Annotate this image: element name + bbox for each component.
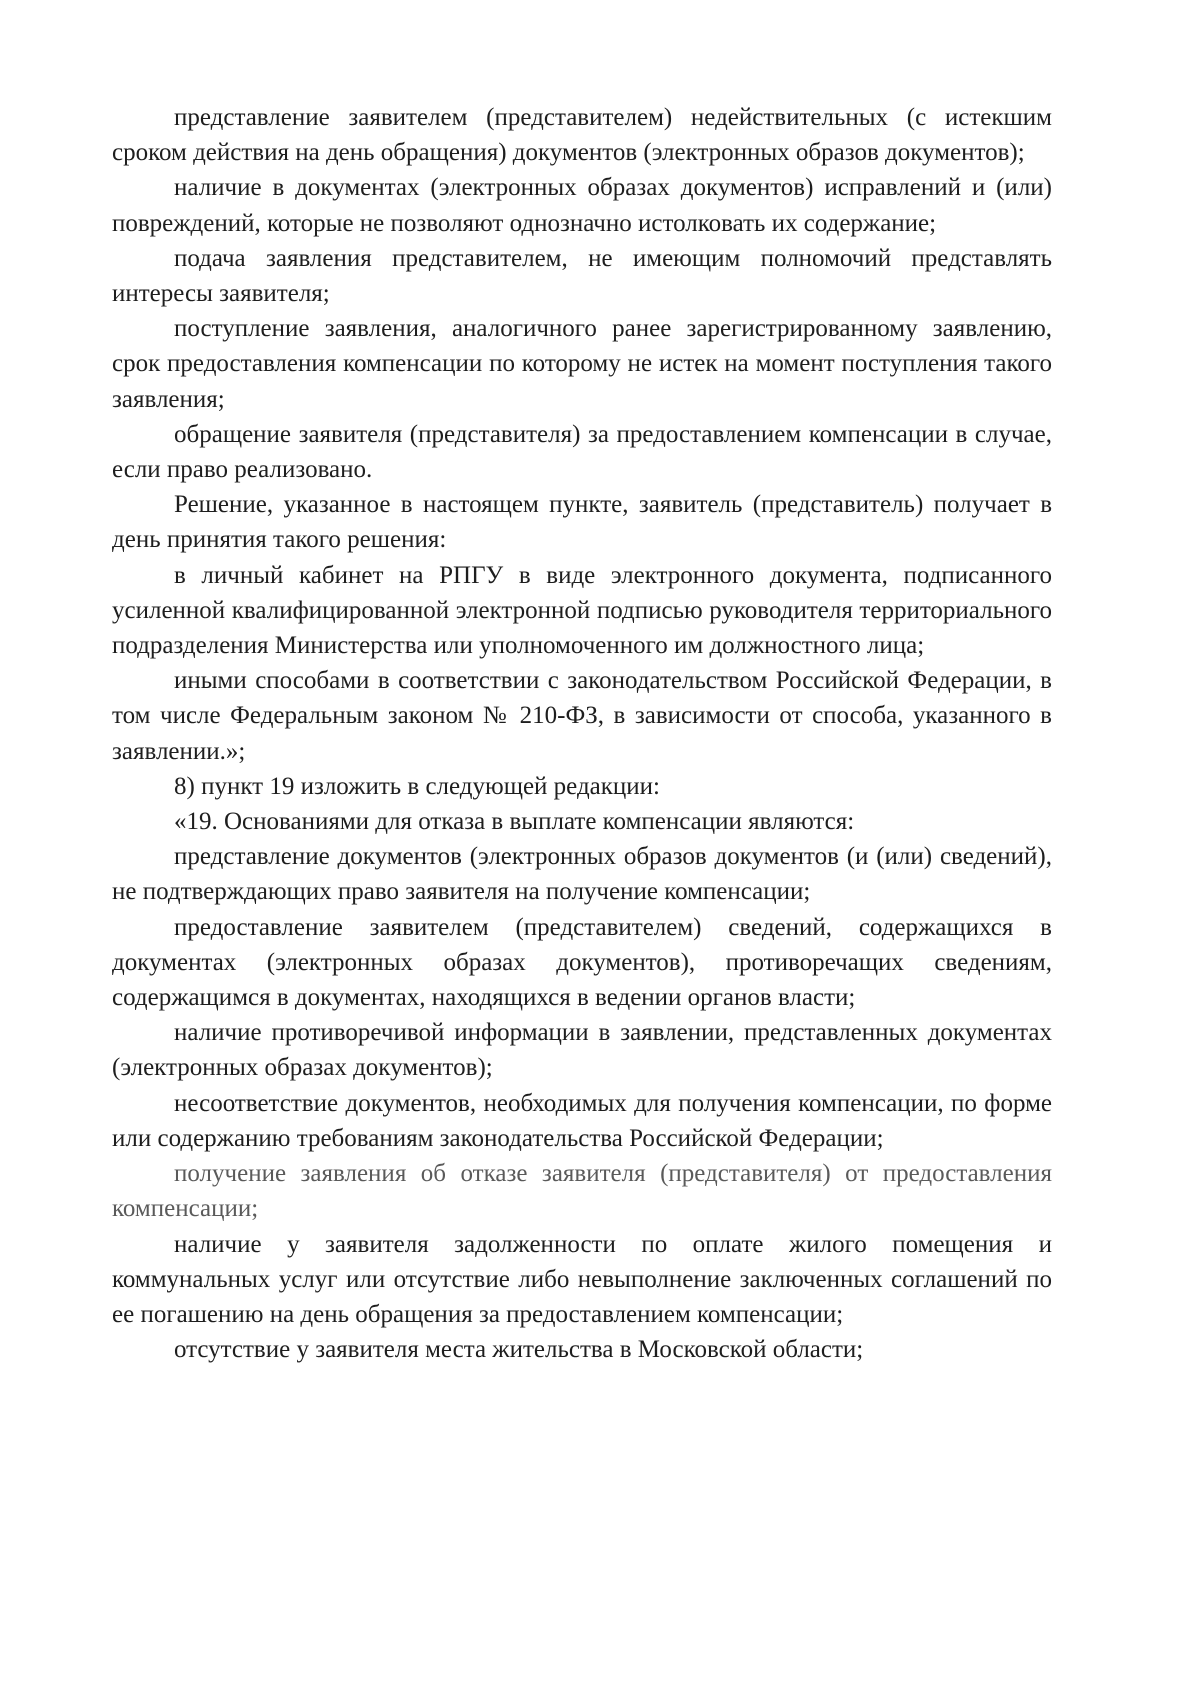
document-body: [112, 100, 1052, 1367]
paragraph-form-mismatch: несоответствие документов, необходимых для получения компенсации, по форме или содержанию требованиям законодательства Российской Федерации;: [112, 1089, 1052, 1152]
paragraph-item-19-heading: «19. Основаниями для отказа в выплате компенсации являются:: [174, 808, 855, 836]
paragraph-contradictory-application: наличие противоречивой информации в заявлении, представленных документах (электронных образах документов);: [112, 1019, 1052, 1082]
paragraph-right-realized: обращение заявителя (представителя) за предоставлением компенсации в случае, если право реализовано.: [112, 420, 1052, 484]
paragraph-duplicate-application: поступление заявления, аналогичного ранее зарегистрированному заявлению, срок предоставления компенсации по которому не истек на момент поступления такого заявления;: [112, 315, 1052, 413]
paragraph-personal-cabinet: в личный кабинет на РПГУ в виде электронного документа, подписанного усиленной квалифицированной электронной подписью руководителя территориального подразделения Министерства или уполномоченного им должностного лица;: [112, 561, 1052, 660]
paragraph-other-methods: иными способами в соответствии с законодательством Российской Федерации, в том числе Федеральным законом № 210-ФЗ, в зависимости от способа, указанного в заявлении.»;: [112, 667, 1052, 765]
paragraph-no-residence: отсутствие у заявителя места жительства в Московской области;: [174, 1336, 864, 1364]
paragraph-representative-authority: подача заявления представителем, не имеющим полномочий представлять интересы заявителя;: [112, 244, 1052, 308]
paragraph-decision-receipt: Решение, указанное в настоящем пункте, заявитель (представитель) получает в день принятия такого решения:: [112, 491, 1052, 554]
paragraph-refusal-request: получение заявления об отказе заявителя (представителя) от предоставления компенсации;: [112, 1160, 1052, 1223]
paragraph-item-8: 8) пункт 19 изложить в следующей редакции:: [174, 772, 660, 800]
paragraph-corrections: наличие в документах (электронных образах документов) исправлений и (или) повреждений, которые не позволяют однозначно истолковать их содержание;: [112, 174, 1052, 237]
paragraph-debt: наличие у заявителя задолженности по оплате жилого помещения и коммунальных услуг или отсутствие либо невыполнение заключенных соглашений по ее погашению на день обращения за предоставлением компенсации;: [112, 1230, 1052, 1328]
paragraph-invalid-documents: представление заявителем (представителем) недействительных (с истекшим сроком действия на день обращения) документов (электронных образов документов);: [112, 104, 1052, 167]
paragraph-contradicting-info: предоставление заявителем (представителем) сведений, содержащихся в документах (электронных образах документов), противоречащих сведениям, содержащимся в документах, находящихся в ведении органов власти;: [112, 913, 1052, 1012]
paragraph-unconfirmed-right: представление документов (электронных образов документов (и (или) сведений), не подтверждающих право заявителя на получение компенсации;: [112, 843, 1052, 906]
